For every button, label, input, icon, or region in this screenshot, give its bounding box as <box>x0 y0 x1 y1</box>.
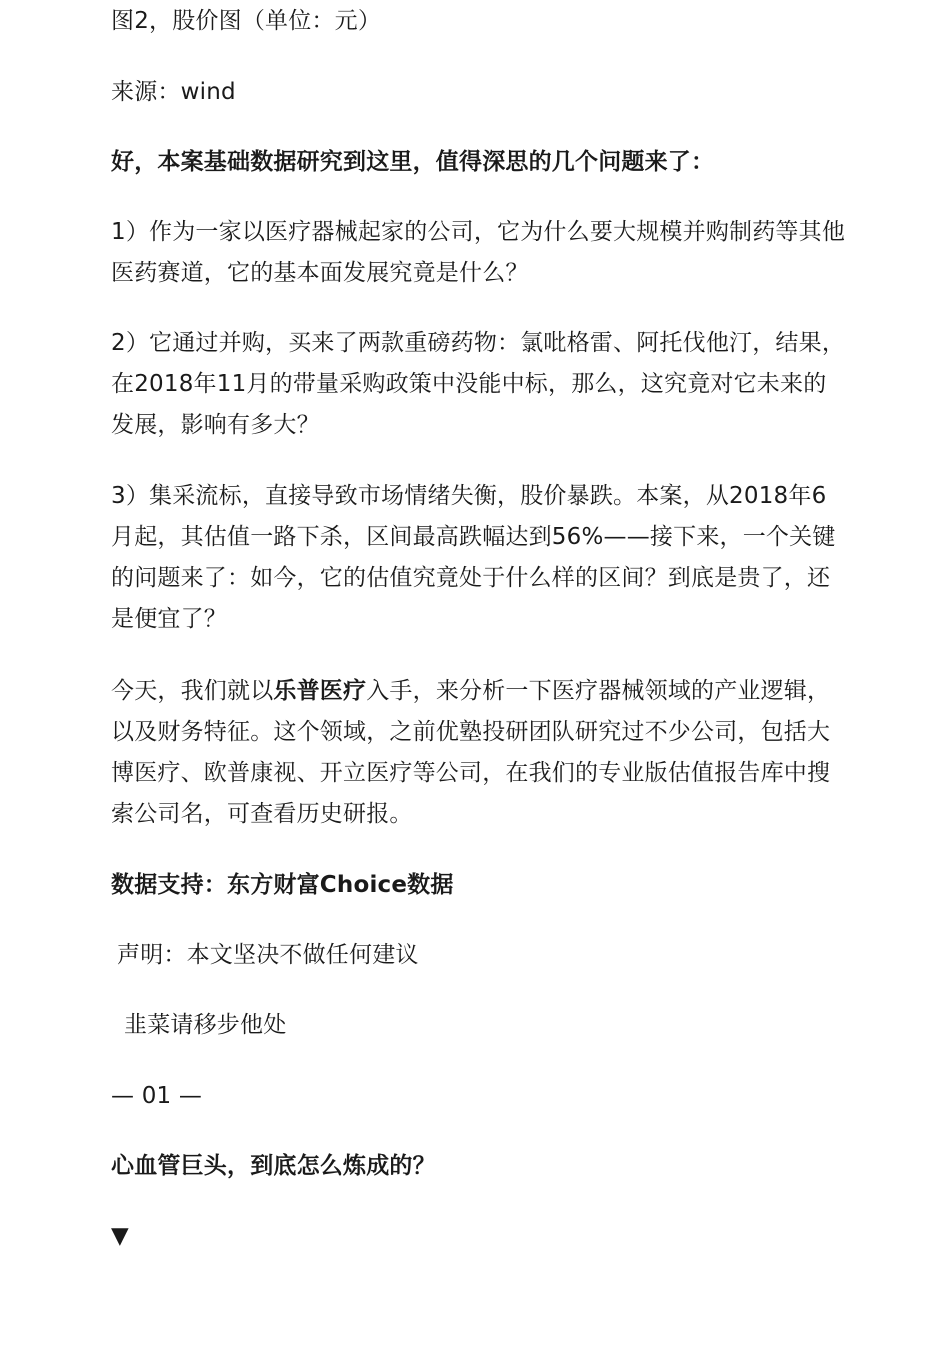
section-number: — 01 — <box>111 1083 203 1109</box>
data-support: 数据支持：东方财富Choice数据 <box>111 872 454 898</box>
question-2: 2）它通过并购，买来了两款重磅药物：氯吡格雷、阿托伐他汀，结果，在2018年11月的带量采购政策中没能中标，那么，这究竟对它未来的发展，影响有多大？ <box>111 330 846 438</box>
section-title: 心血管巨头，到底怎么炼成的？ <box>111 1153 436 1179</box>
today-suffix: 入手，来分析一下医疗器械领域的产业逻辑，以及财务特征。这个领域，之前优塾投研团队研究过不少公司，包括大博医疗、欧普康视、开立医疗等公司，在我们的专业版估值报告库中搜索公司名，可查看历史研报。 <box>111 678 831 827</box>
intro-heading: 好，本案基础数据研究到这里，值得深思的几个问题来了： <box>111 149 715 175</box>
down-arrow-icon: ▼ <box>111 1223 129 1249</box>
disclaimer: 声明：本文坚决不做任何建议 <box>117 942 419 968</box>
company-name: 乐普医疗 <box>273 678 367 704</box>
question-3: 3）集采流标，直接导致市场情绪失衡，股价暴跌。本案，从2018年6月起，其估值一路下杀，区间最高跌幅达到56%——接下来，一个关键的问题来了：如今，它的估值究竟处于什么样的区间？到底是贵了，还是便宜了？ <box>111 483 836 632</box>
question-1: 1）作为一家以医疗器械起家的公司，它为什么要大规模并购制药等其他医药赛道，它的基本面发展究竟是什么？ <box>111 219 846 286</box>
today-prefix: 今天，我们就以 <box>111 678 274 704</box>
source-line: 来源：wind <box>111 79 236 105</box>
today-paragraph <box>111 671 846 835</box>
figure-caption: 图2，股价图（单位：元） <box>111 8 382 34</box>
leek-note: 韭菜请移步他处 <box>124 1012 287 1038</box>
